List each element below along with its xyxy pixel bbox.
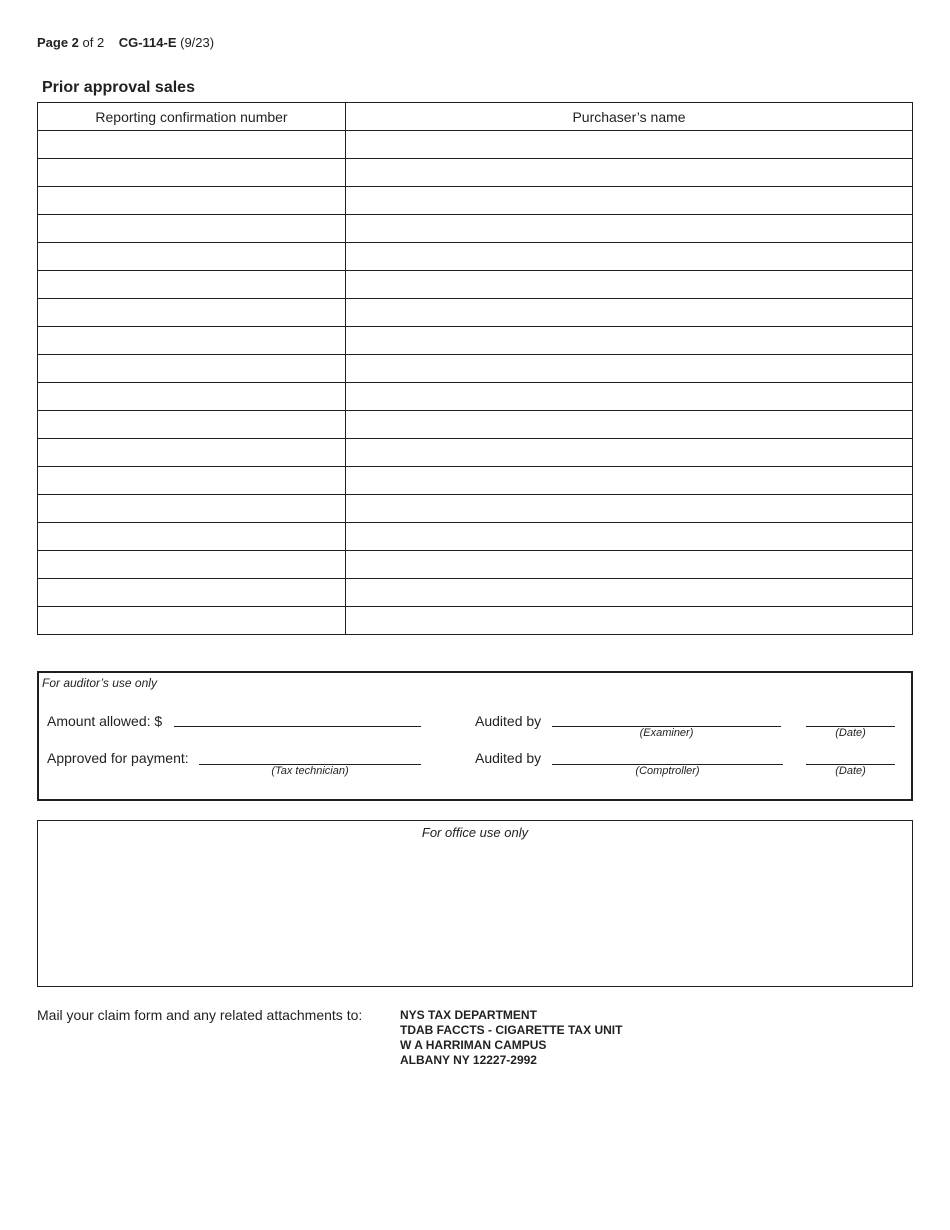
column-header-purchaser-name: Purchaser’s name	[346, 103, 913, 131]
purchaser-name-input[interactable]	[346, 579, 912, 606]
confirmation-number-input[interactable]	[38, 383, 345, 410]
audited-by-label-1: Audited by	[475, 713, 542, 729]
confirmation-number-input[interactable]	[38, 131, 345, 158]
confirmation-number-input[interactable]	[38, 215, 345, 242]
purchaser-name-cell[interactable]	[346, 495, 913, 523]
form-revision: (9/23)	[180, 35, 215, 50]
confirmation-number-input[interactable]	[38, 551, 345, 578]
confirmation-number-input[interactable]	[38, 495, 345, 522]
purchaser-name-input[interactable]	[346, 607, 912, 634]
purchaser-name-cell[interactable]	[346, 327, 913, 355]
table-row	[38, 551, 913, 579]
table-row	[38, 159, 913, 187]
purchaser-name-cell[interactable]	[346, 579, 913, 607]
table-row	[38, 131, 913, 159]
purchaser-name-input[interactable]	[346, 299, 912, 326]
purchaser-name-input[interactable]	[346, 187, 912, 214]
section-title: Prior approval sales	[42, 79, 195, 96]
purchaser-name-cell[interactable]	[346, 215, 913, 243]
confirmation-number-cell[interactable]	[38, 607, 346, 635]
table-row	[38, 215, 913, 243]
page-total: of 2	[82, 35, 105, 50]
table-header-row	[38, 103, 913, 131]
confirmation-number-cell[interactable]	[38, 299, 346, 327]
purchaser-name-cell[interactable]	[346, 243, 913, 271]
confirmation-number-input[interactable]	[38, 159, 345, 186]
table-row	[38, 299, 913, 327]
column-header-confirmation-number: Reporting confirmation number	[38, 103, 346, 131]
table-row	[38, 411, 913, 439]
table-row	[38, 327, 913, 355]
auditor-use-box	[37, 671, 913, 801]
mail-instructions: Mail your claim form and any related attachments to:	[37, 1007, 363, 1023]
purchaser-name-input[interactable]	[346, 215, 912, 242]
mailing-address	[400, 1008, 622, 1068]
purchaser-name-input[interactable]	[346, 523, 912, 550]
table-row	[38, 383, 913, 411]
confirmation-number-input[interactable]	[38, 467, 345, 494]
confirmation-number-cell[interactable]	[38, 551, 346, 579]
amount-allowed-field[interactable]	[174, 726, 421, 727]
table-row	[38, 607, 913, 635]
purchaser-name-cell[interactable]	[346, 607, 913, 635]
confirmation-number-input[interactable]	[38, 243, 345, 270]
purchaser-name-input[interactable]	[346, 551, 912, 578]
table-row	[38, 355, 913, 383]
office-box-title: For office use only	[421, 825, 529, 840]
address-line: TDAB FACCTS - CIGARETTE TAX UNIT	[400, 1023, 623, 1037]
date-caption-1: (Date)	[835, 727, 866, 739]
audited-by-label-2: Audited by	[475, 750, 542, 766]
confirmation-number-input[interactable]	[38, 187, 345, 214]
confirmation-number-cell[interactable]	[38, 243, 346, 271]
purchaser-name-cell[interactable]	[346, 131, 913, 159]
office-use-box	[37, 820, 913, 987]
purchaser-name-cell[interactable]	[346, 551, 913, 579]
purchaser-name-cell[interactable]	[346, 467, 913, 495]
address-line: ALBANY NY 12227-2992	[400, 1053, 537, 1067]
confirmation-number-cell[interactable]	[38, 523, 346, 551]
confirmation-number-cell[interactable]	[38, 215, 346, 243]
confirmation-number-input[interactable]	[38, 523, 345, 550]
table-row	[38, 467, 913, 495]
purchaser-name-input[interactable]	[346, 327, 912, 354]
approved-for-payment-label: Approved for payment:	[47, 750, 189, 766]
prior-approval-sales-table	[37, 102, 913, 635]
purchaser-name-cell[interactable]	[346, 355, 913, 383]
confirmation-number-input[interactable]	[38, 327, 345, 354]
purchaser-name-input[interactable]	[346, 439, 912, 466]
table-row	[38, 523, 913, 551]
confirmation-number-cell[interactable]	[38, 131, 346, 159]
confirmation-number-input[interactable]	[38, 299, 345, 326]
confirmation-number-input[interactable]	[38, 271, 345, 298]
purchaser-name-input[interactable]	[346, 355, 912, 382]
purchaser-name-input[interactable]	[346, 411, 912, 438]
purchaser-name-cell[interactable]	[346, 299, 913, 327]
confirmation-number-cell[interactable]	[38, 579, 346, 607]
auditor-box-title: For auditor’s use only	[42, 676, 157, 690]
purchaser-name-cell[interactable]	[346, 383, 913, 411]
form-id: CG-114-E	[118, 35, 177, 50]
confirmation-number-cell[interactable]	[38, 187, 346, 215]
purchaser-name-input[interactable]	[346, 131, 912, 158]
confirmation-number-cell[interactable]	[38, 271, 346, 299]
table-row	[38, 439, 913, 467]
address-line: W A HARRIMAN CAMPUS	[400, 1038, 547, 1052]
page-number: Page 2	[37, 35, 79, 50]
purchaser-name-input[interactable]	[346, 383, 912, 410]
purchaser-name-cell[interactable]	[346, 187, 913, 215]
confirmation-number-input[interactable]	[38, 411, 345, 438]
purchaser-name-cell[interactable]	[346, 159, 913, 187]
table-row	[38, 495, 913, 523]
purchaser-name-input[interactable]	[346, 467, 912, 494]
purchaser-name-input[interactable]	[346, 243, 912, 270]
confirmation-number-cell[interactable]	[38, 383, 346, 411]
table-row	[38, 243, 913, 271]
table-row	[38, 271, 913, 299]
confirmation-number-input[interactable]	[38, 607, 345, 634]
examiner-caption: (Examiner)	[639, 727, 694, 739]
purchaser-name-cell[interactable]	[346, 271, 913, 299]
confirmation-number-input[interactable]	[38, 355, 345, 382]
page-header	[37, 35, 214, 50]
purchaser-name-input[interactable]	[346, 495, 912, 522]
purchaser-name-cell[interactable]	[346, 523, 913, 551]
address-line: NYS TAX DEPARTMENT	[400, 1008, 537, 1022]
purchaser-name-input[interactable]	[346, 271, 912, 298]
confirmation-number-input[interactable]	[38, 579, 345, 606]
confirmation-number-cell[interactable]	[38, 327, 346, 355]
date-caption-2: (Date)	[835, 765, 866, 777]
confirmation-number-input[interactable]	[38, 439, 345, 466]
amount-allowed-label: Amount allowed: $	[47, 713, 163, 729]
table-row	[38, 187, 913, 215]
confirmation-number-cell[interactable]	[38, 495, 346, 523]
purchaser-name-cell[interactable]	[346, 411, 913, 439]
purchaser-name-input[interactable]	[346, 159, 912, 186]
confirmation-number-cell[interactable]	[38, 439, 346, 467]
tax-technician-caption: (Tax technician)	[271, 765, 349, 777]
table-row	[38, 579, 913, 607]
purchaser-name-cell[interactable]	[346, 439, 913, 467]
confirmation-number-cell[interactable]	[38, 411, 346, 439]
confirmation-number-cell[interactable]	[38, 355, 346, 383]
comptroller-caption: (Comptroller)	[635, 765, 700, 777]
confirmation-number-cell[interactable]	[38, 467, 346, 495]
confirmation-number-cell[interactable]	[38, 159, 346, 187]
